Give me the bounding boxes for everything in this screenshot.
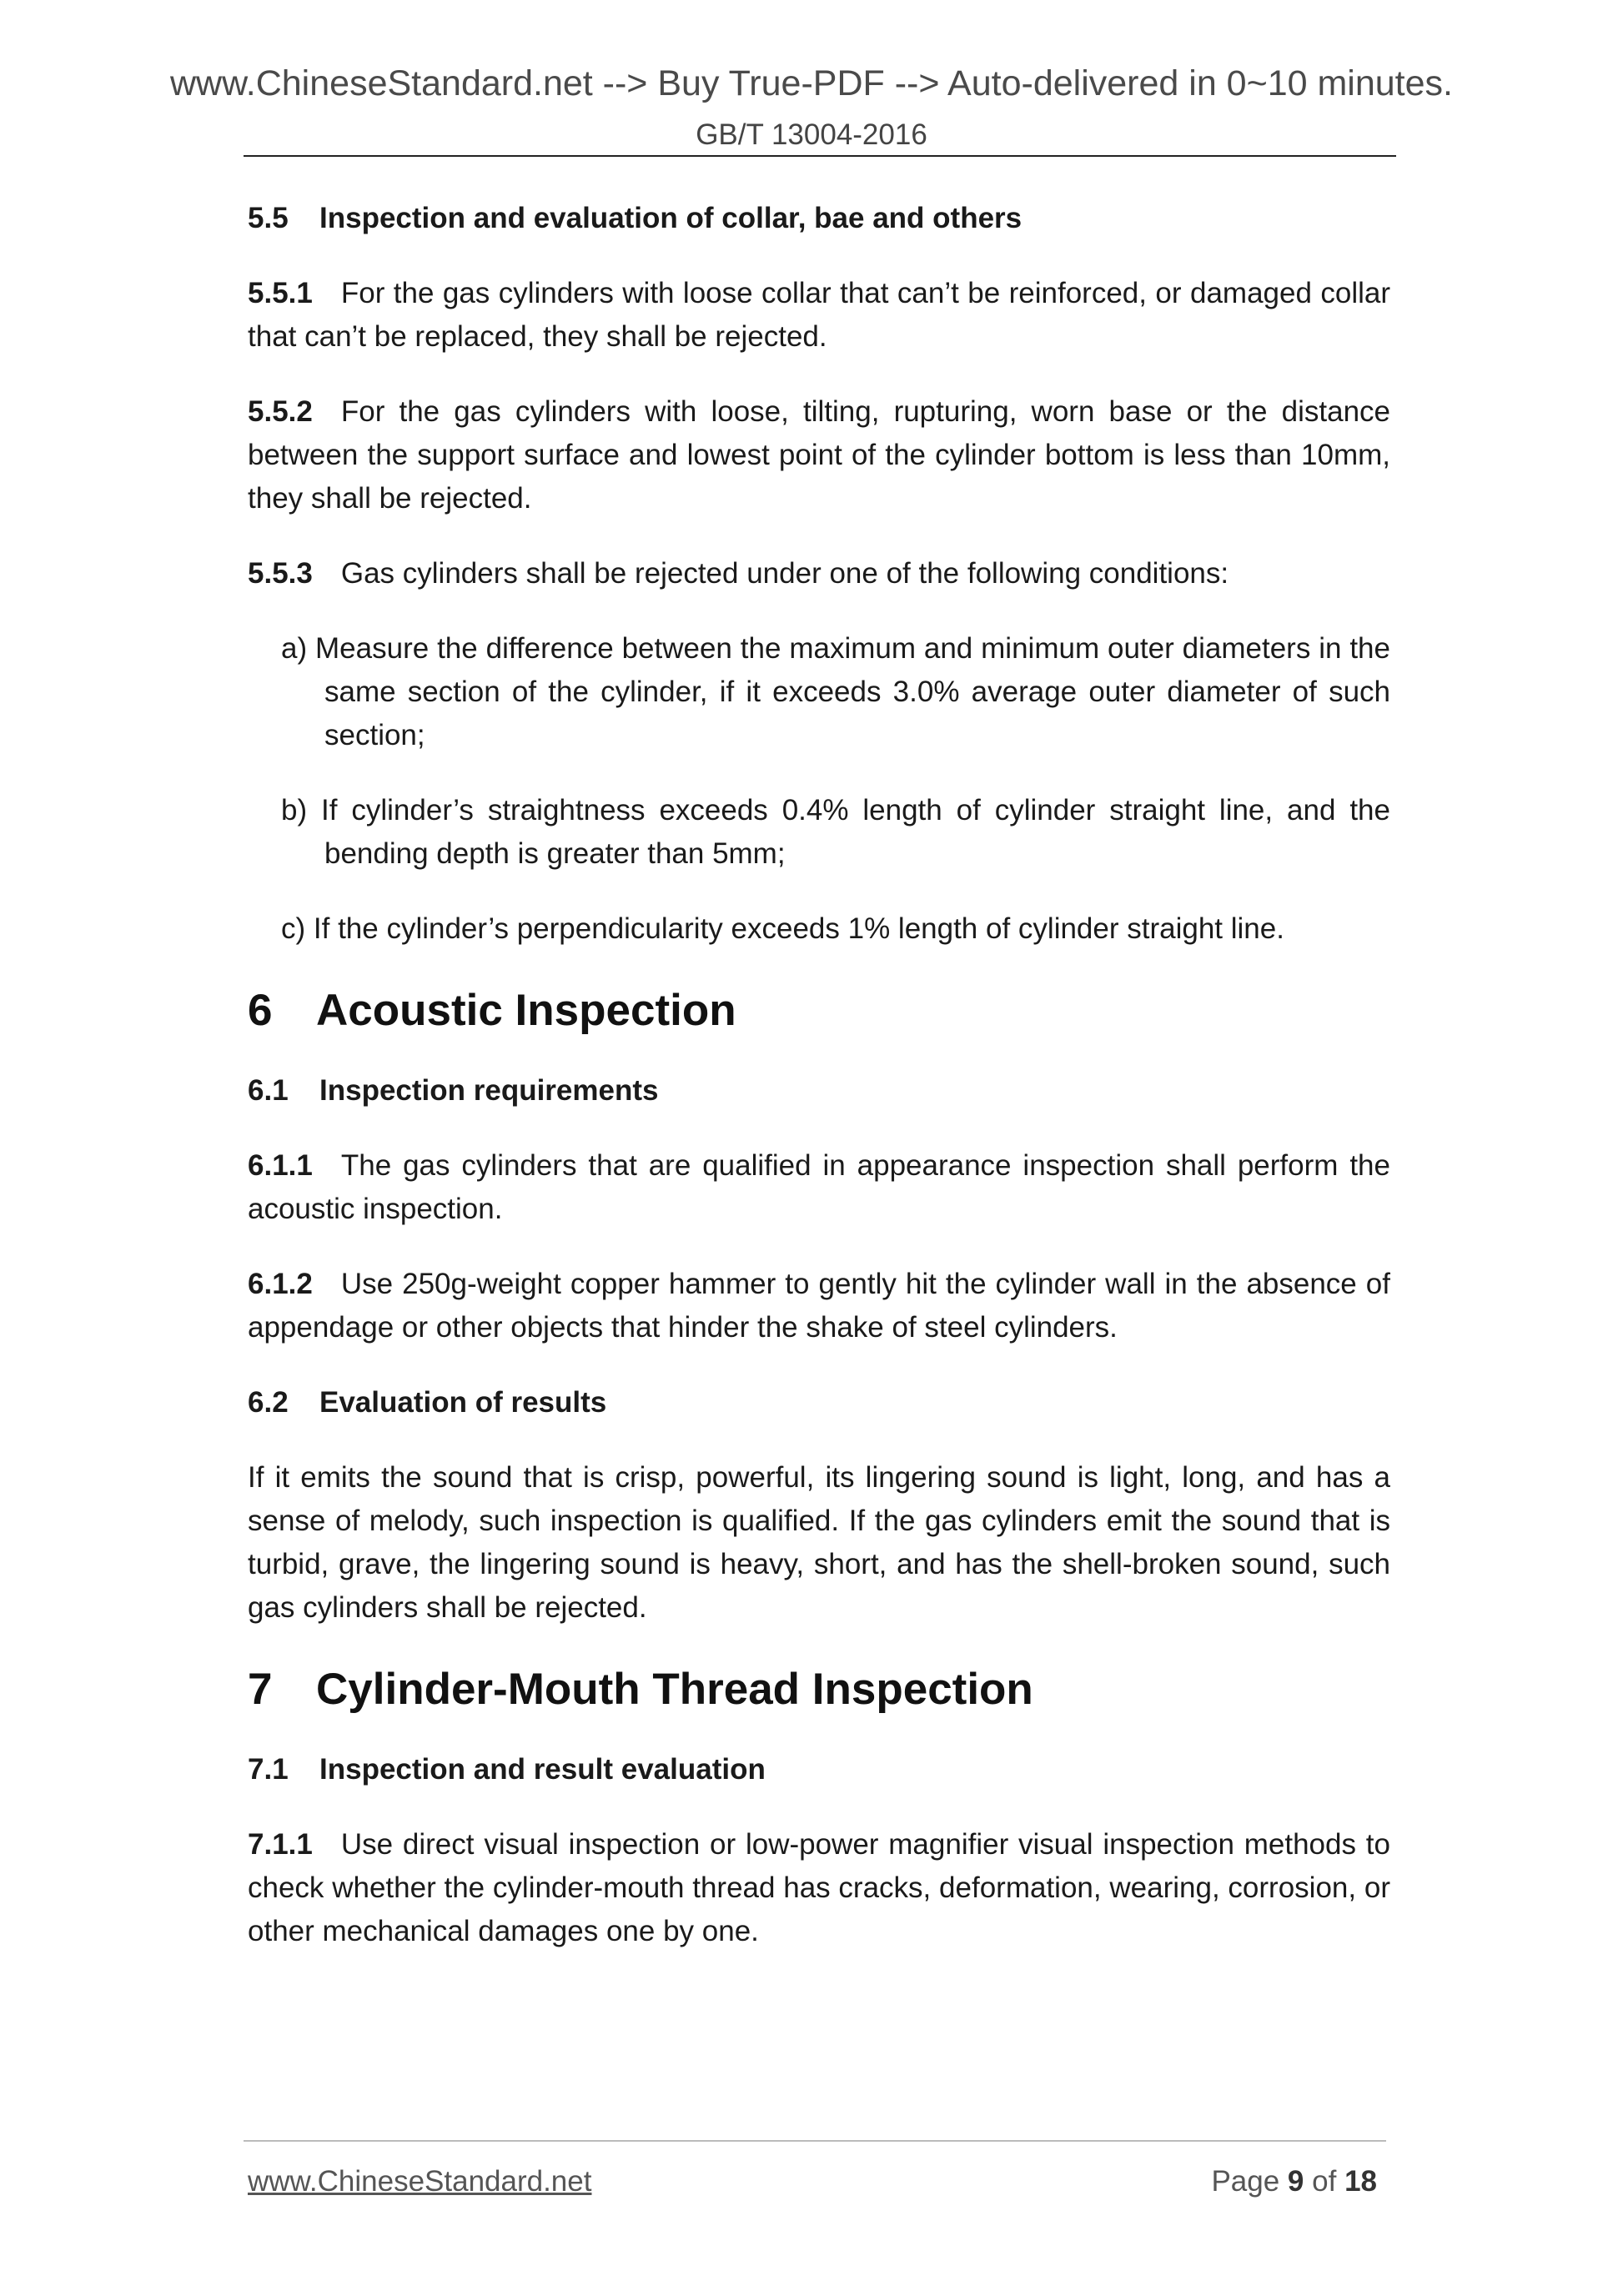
clause-6-1-2: 6.1.2 Use 250g-weight copper hammer to gently hit the cylinder wall in the absence of appendage or other objects that hinder the shake of steel cylinders.: [248, 1268, 1390, 1344]
heading-5-5: 5.5 Inspection and evaluation of collar, bae and others: [248, 202, 1023, 234]
heading-7-1: 7.1 Inspection and result evaluation: [248, 1753, 766, 1786]
list-item-b: b) If cylinder’s straightness exceeds 0.4% length of cylinder straight line, and the bending depth is greater than 5mm;: [281, 794, 1390, 870]
list-item-c: c) If the cylinder’s perpendicularity exceeds 1% length of cylinder straight line.: [281, 912, 1284, 945]
clause-5-5-2: 5.5.2 For the gas cylinders with loose, tilting, rupturing, worn base or the distance between the support surface and lowest point of the cylinder bottom is less than 10mm, they shall be rejected.: [248, 395, 1390, 515]
heading-7: 7 Cylinder-Mouth Thread Inspection: [248, 1665, 1033, 1714]
footer-site-link[interactable]: www.ChineseStandard.net: [248, 2165, 592, 2198]
clause-6-2-text: If it emits the sound that is crisp, powerful, its lingering sound is light, long, and has a sense of melody, such inspection is qualified. If the gas cylinders emit the sound that is turbid, grave, the lingering sound is heavy, short, and has the shell-broken sound, such gas cylinders shall be rejected.: [248, 1461, 1390, 1624]
page-number: Page 9 of 18: [1211, 2165, 1377, 2198]
header-divider: [244, 155, 1396, 157]
clause-6-1-1: 6.1.1 The gas cylinders that are qualified in appearance inspection shall perform the acoustic inspection.: [248, 1149, 1390, 1225]
clause-5-5-1: 5.5.1 For the gas cylinders with loose collar that can’t be reinforced, or damaged collar that can’t be replaced, they shall be rejected.: [248, 277, 1390, 353]
clause-5-5-3: 5.5.3 Gas cylinders shall be rejected under one of the following conditions:: [248, 557, 1229, 590]
header-banner: www.ChineseStandard.net --> Buy True-PDF --> Auto-delivered in 0~10 minutes.: [169, 63, 1453, 103]
footer-divider: [244, 2140, 1386, 2142]
list-item-a: a) Measure the difference between the maximum and minimum outer diameters in the same section of the cylinder, if it exceeds 3.0% average outer diameter of such section;: [281, 632, 1390, 751]
standard-code: GB/T 13004-2016: [696, 118, 927, 151]
heading-6-2: 6.2 Evaluation of results: [248, 1386, 607, 1419]
heading-6-1: 6.1 Inspection requirements: [248, 1074, 659, 1107]
heading-6: 6 Acoustic Inspection: [248, 986, 736, 1035]
document-body: [248, 197, 1390, 1953]
clause-7-1-1: 7.1.1 Use direct visual inspection or low-power magnifier visual inspection methods to check whether the cylinder-mouth thread has cracks, deformation, wearing, corrosion, or other mechanical damages one by one.: [248, 1828, 1390, 1947]
